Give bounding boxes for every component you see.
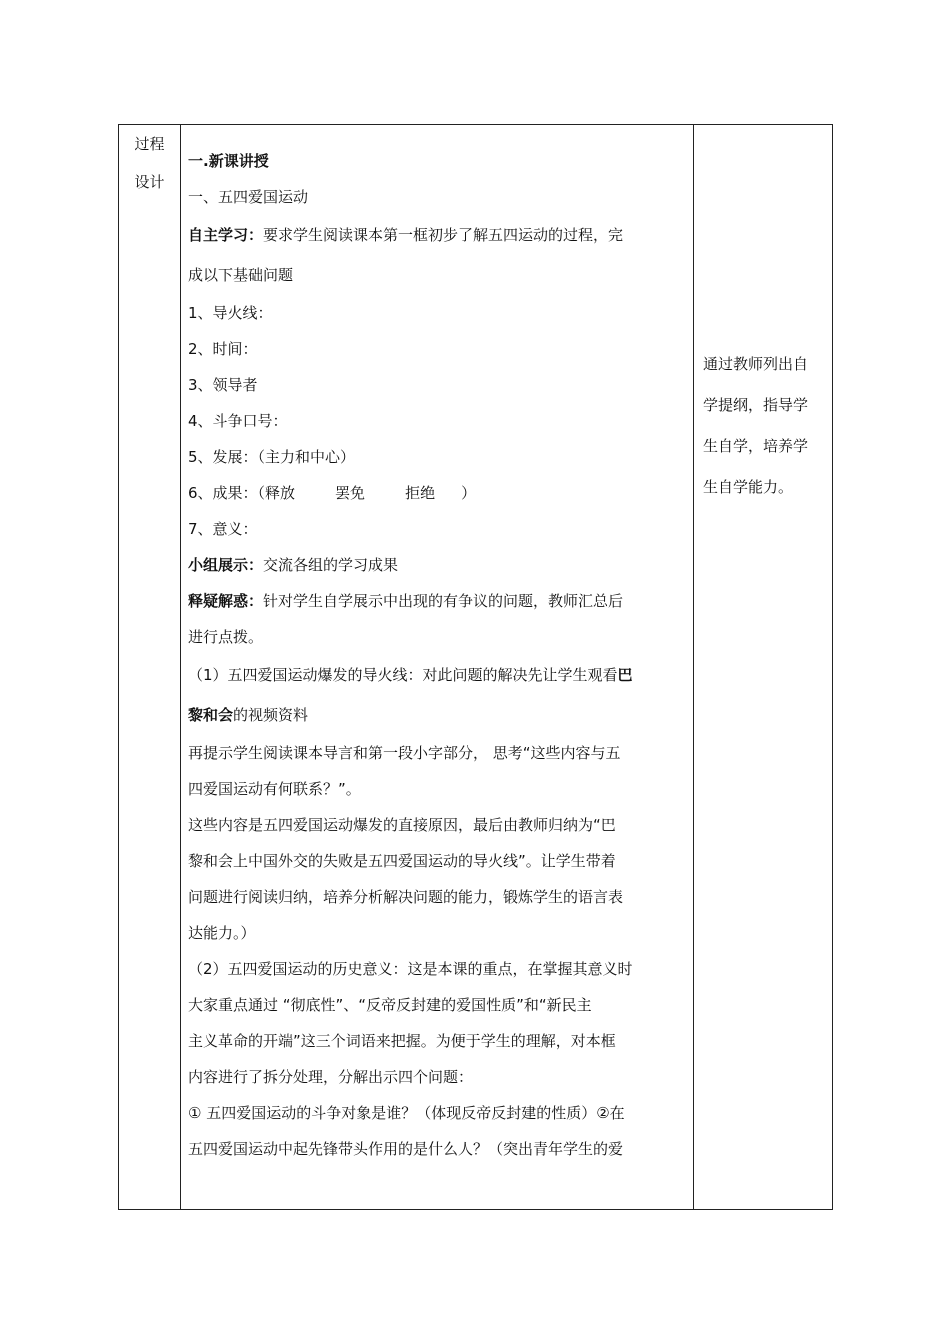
- column-divider: [693, 125, 694, 1209]
- subsection-title: 一、五四爱国运动: [188, 188, 309, 206]
- paragraph: 这些内容是五四爱国运动爆发的直接原因，最后由教师归纳为“巴: [188, 816, 616, 834]
- lesson-table: [118, 124, 833, 1210]
- side-note-line: 生自学能力。: [703, 478, 794, 496]
- paragraph: 问题进行阅读归纳，培养分析解决问题的能力，锻炼学生的语言表: [188, 888, 624, 906]
- list-item: 1、导火线：: [188, 304, 273, 322]
- text: 针对学生自学展示中出现的有争议的问题，教师汇总后: [263, 592, 624, 610]
- paragraph: 四爱国运动有何联系？”。: [188, 780, 361, 798]
- side-note-cell: [703, 344, 827, 508]
- side-note-line: 生自学，培养学: [703, 437, 809, 455]
- label-line: 过程: [134, 135, 165, 153]
- paragraph: 达能力。）: [188, 924, 256, 942]
- paragraph: [188, 583, 686, 619]
- text: 交流各组的学习成果: [263, 556, 399, 574]
- text: 罢免: [335, 484, 366, 502]
- text: 6、成果：（释放: [188, 484, 296, 502]
- paragraph: [188, 215, 686, 255]
- text: 拒绝: [405, 484, 436, 502]
- list-item: 4、斗争口号：: [188, 412, 288, 430]
- paragraph: [188, 695, 686, 735]
- paragraph: ① 五四爱国运动的斗争对象是谁？（体现反帝反封建的性质）②在: [188, 1104, 625, 1122]
- paragraph: 主义革命的开端”这三个词语来把握。为便于学生的理解，对本框: [188, 1032, 616, 1050]
- side-note-line: 通过教师列出自: [703, 355, 809, 373]
- side-note-line: 学提纲，指导学: [703, 396, 809, 414]
- text: （1）五四爱国运动爆发的导火线：对此问题的解决先让学生观看: [188, 666, 618, 684]
- self-study-label: 自主学习：: [188, 226, 264, 244]
- text: 要求学生阅读课本第一框初步了解五四运动的过程，完: [263, 226, 624, 244]
- paragraph: 再提示学生阅读课本导言和第一段小字部分， 思考“这些内容与五: [188, 744, 621, 762]
- list-item: 3、领导者: [188, 376, 258, 394]
- column-divider: [180, 125, 181, 1209]
- paragraph: 黎和会上中国外交的失败是五四爱国运动的导火线”。让学生带着: [188, 852, 616, 870]
- paragraph: （2）五四爱国运动的历史意义：这是本课的重点，在掌握其意义时: [188, 960, 633, 978]
- explain-label: 释疑解惑：: [188, 592, 264, 610]
- paragraph: 成以下基础问题: [188, 266, 294, 284]
- paragraph: 大家重点通过 “彻底性”、“反帝反封建的爱国性质”和“新民主: [188, 996, 592, 1014]
- paragraph: 内容进行了拆分处理，分解出示四个问题：: [188, 1068, 474, 1086]
- paragraph: [188, 547, 686, 583]
- process-label-cell: [119, 125, 180, 201]
- list-item: 2、时间：: [188, 340, 258, 358]
- label-line: 设计: [134, 173, 165, 191]
- list-item: [188, 475, 686, 511]
- list-item: 5、发展：（主力和中心）: [188, 448, 356, 466]
- text: 的视频资料: [233, 706, 309, 724]
- text: 黎和会: [188, 706, 234, 724]
- text: 巴: [617, 666, 633, 684]
- paragraph: 进行点拨。: [188, 628, 264, 646]
- lesson-content-cell: [188, 143, 686, 1167]
- text: ）: [461, 484, 477, 502]
- group-label: 小组展示：: [188, 556, 264, 574]
- paragraph: 五四爱国运动中起先锋带头作用的是什么人？（突出青年学生的爱: [188, 1140, 624, 1158]
- section-title: 一.新课讲授: [188, 152, 269, 170]
- paragraph: [188, 655, 686, 695]
- list-item: 7、意义：: [188, 520, 258, 538]
